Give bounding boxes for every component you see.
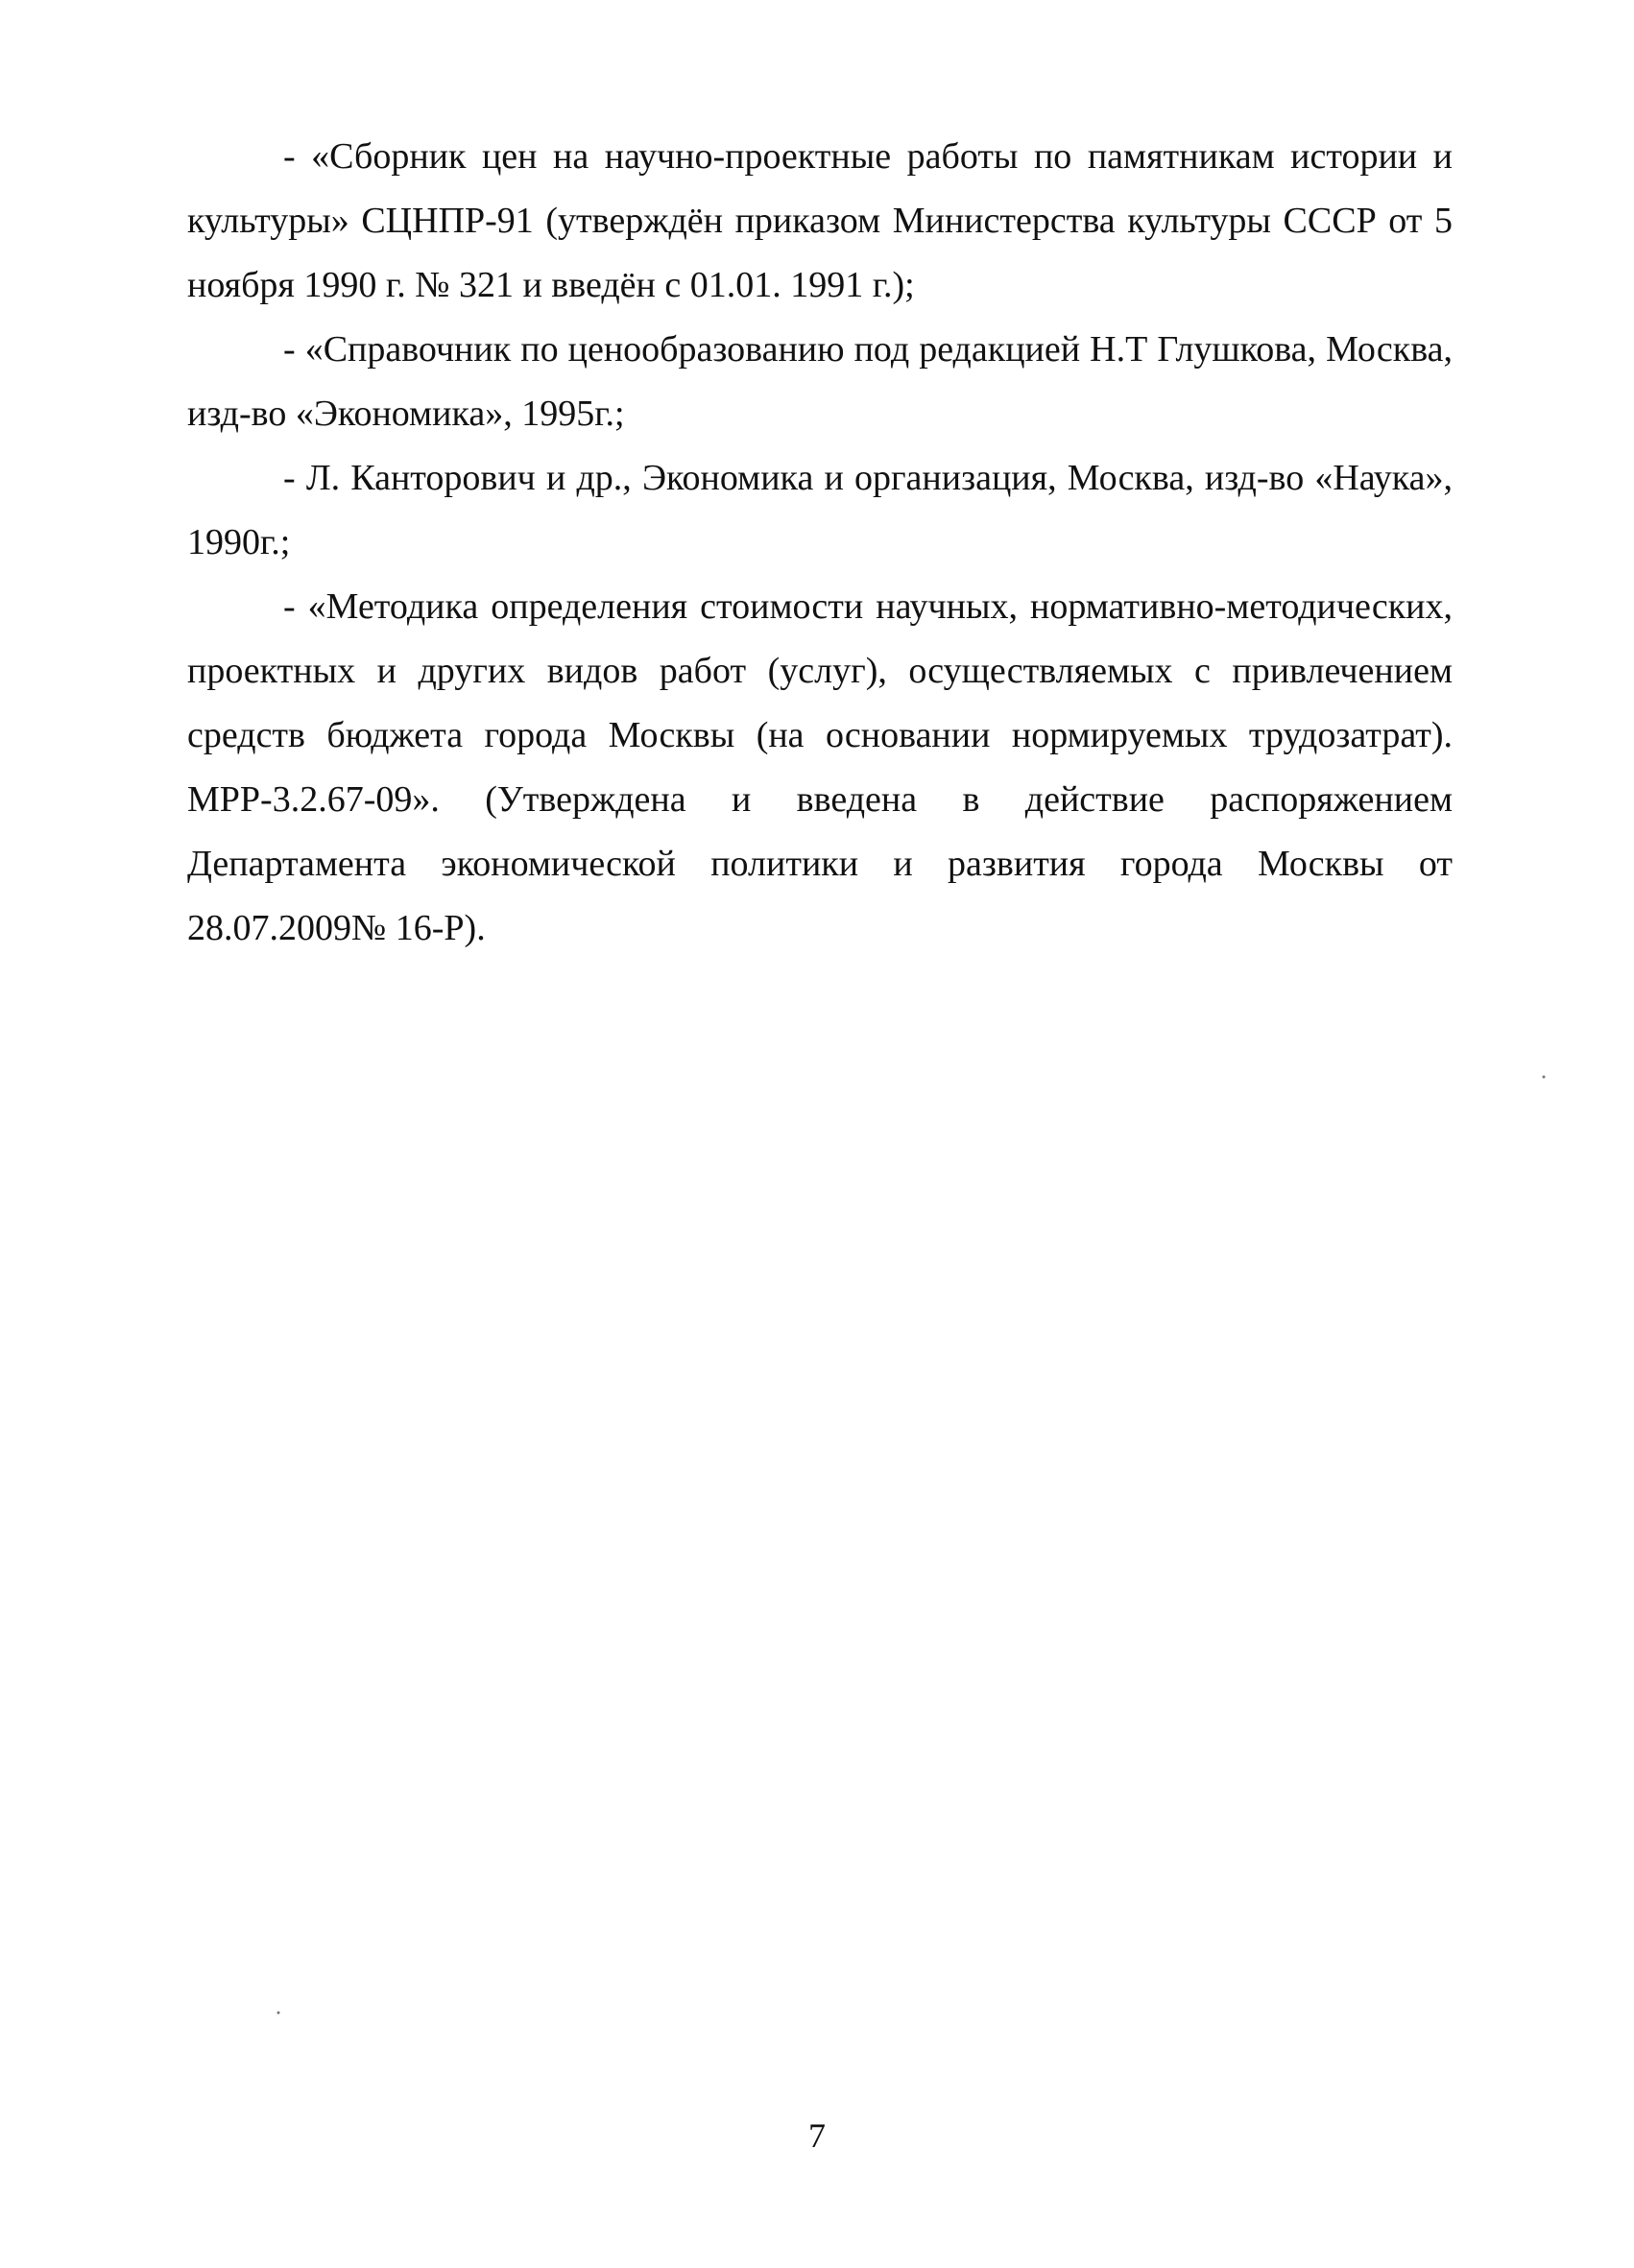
- scan-speck: [1543, 1076, 1546, 1079]
- document-body: [187, 125, 1453, 961]
- reference-item: - «Методика определения стоимости научных, нормативно-методических, проектных и других видов работ (услуг), осуществляемых с привлечением средств бюджета города Москвы (на основании нормируемых трудозатрат). МРР-3.2.67-09». (Утверждена и введена в действие распоряжением Департамента экономической политики и развития города Москвы от 28.07.2009№ 16-Р).: [187, 586, 1453, 948]
- page-number: 7: [808, 2116, 826, 2155]
- reference-item: - «Сборник цен на научно-проектные работы по памятникам истории и культуры» СЦНПР-91 (утверждён приказом Министерства культуры СССР от 5 ноября 1990 г. № 321 и введён с 01.01. 1991 г.);: [187, 136, 1453, 305]
- scan-speck: [277, 2012, 280, 2015]
- reference-item: - «Справочник по ценообразованию под редакцией Н.Т Глушкова, Москва, изд-во «Экономика», 1995г.;: [187, 329, 1453, 434]
- reference-item: - Л. Канторович и др., Экономика и организация, Москва, изд-во «Наука», 1990г.;: [187, 458, 1453, 562]
